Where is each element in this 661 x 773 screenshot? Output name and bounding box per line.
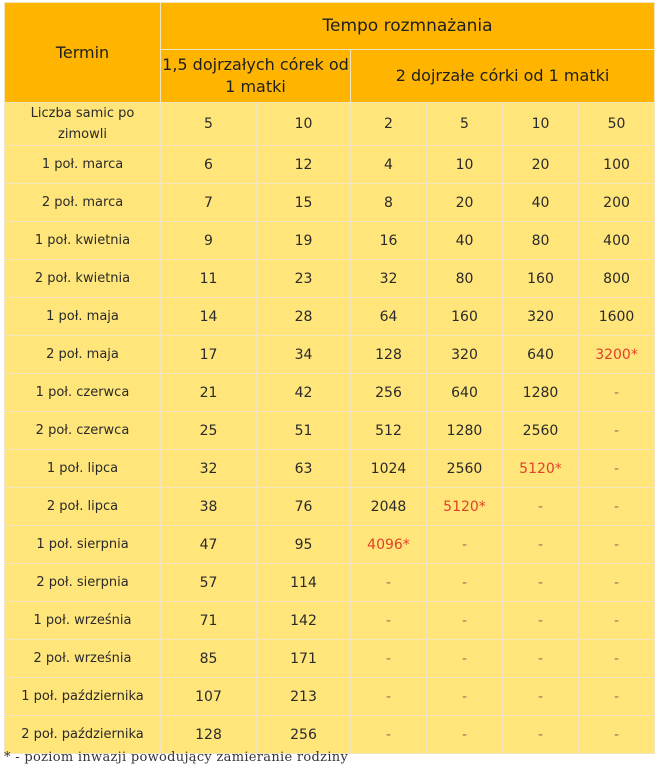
table-row [5, 412, 655, 450]
row-label: 1 poł. września [5, 602, 161, 640]
table-cell: 128 [351, 336, 427, 374]
table-cell: - [351, 716, 427, 754]
table-cell: - [503, 602, 579, 640]
table-cell: - [503, 488, 579, 526]
row-label: 1 poł. października [5, 678, 161, 716]
table-cell: 12 [257, 146, 351, 184]
table-cell: 10 [427, 146, 503, 184]
table-cell: 14 [161, 298, 257, 336]
table-cell: 1280 [503, 374, 579, 412]
row-label: 1 poł. sierpnia [5, 526, 161, 564]
row-label: 1 poł. kwietnia [5, 222, 161, 260]
column-group-header-1: 1,5 dojrzałych córek od 1 matki [161, 50, 351, 103]
row-label: 2 poł. czerwca [5, 412, 161, 450]
table-cell: 57 [161, 564, 257, 602]
row-label: 1 poł. maja [5, 298, 161, 336]
table-cell: 800 [579, 260, 655, 298]
table-row [5, 716, 655, 754]
table-cell: 32 [161, 450, 257, 488]
table-cell: 10 [503, 103, 579, 146]
table-row [5, 103, 655, 146]
table-cell: 6 [161, 146, 257, 184]
table-cell: - [427, 602, 503, 640]
table-row [5, 260, 655, 298]
table-cell: - [579, 450, 655, 488]
table-cell: 1280 [427, 412, 503, 450]
table-row [5, 450, 655, 488]
table-cell: 64 [351, 298, 427, 336]
table-cell: 50 [579, 103, 655, 146]
table-cell: 2048 [351, 488, 427, 526]
table-cell: - [579, 526, 655, 564]
table-cell: - [503, 526, 579, 564]
table-cell: 42 [257, 374, 351, 412]
table-cell: - [579, 602, 655, 640]
table-cell: 34 [257, 336, 351, 374]
table-cell: - [579, 640, 655, 678]
table-row [5, 184, 655, 222]
table-cell: - [427, 716, 503, 754]
table-cell: - [503, 678, 579, 716]
table-cell: 171 [257, 640, 351, 678]
table-cell: 63 [257, 450, 351, 488]
table-row [5, 678, 655, 716]
table-row [5, 336, 655, 374]
table-cell: - [351, 602, 427, 640]
table-cell: 107 [161, 678, 257, 716]
table-cell: - [579, 678, 655, 716]
table-cell: 4 [351, 146, 427, 184]
table-cell: 5 [161, 103, 257, 146]
table-row [5, 640, 655, 678]
table-cell: 4096* [351, 526, 427, 564]
table-cell: 5120* [427, 488, 503, 526]
row-label: 2 poł. marca [5, 184, 161, 222]
row-label: 2 poł. kwietnia [5, 260, 161, 298]
table-row [5, 374, 655, 412]
table-cell: - [427, 640, 503, 678]
column-header-tempo: Tempo rozmnażania [161, 3, 655, 50]
row-label: 2 poł. września [5, 640, 161, 678]
table-cell: 5 [427, 103, 503, 146]
table-cell: 51 [257, 412, 351, 450]
table-cell: 7 [161, 184, 257, 222]
table-cell: - [579, 488, 655, 526]
table-cell: 1024 [351, 450, 427, 488]
row-label: 1 poł. marca [5, 146, 161, 184]
table-cell: 20 [427, 184, 503, 222]
row-label: 2 poł. października [5, 716, 161, 754]
table-cell: 640 [503, 336, 579, 374]
table-cell: 200 [579, 184, 655, 222]
table-cell: - [351, 678, 427, 716]
table-cell: 40 [427, 222, 503, 260]
table-cell: 256 [351, 374, 427, 412]
table-cell: 3200* [579, 336, 655, 374]
table-cell: 15 [257, 184, 351, 222]
table-row [5, 564, 655, 602]
column-group-header-2: 2 dojrzałe córki od 1 matki [351, 50, 655, 103]
table-cell: 8 [351, 184, 427, 222]
table-cell: 80 [503, 222, 579, 260]
table-cell: - [351, 640, 427, 678]
row-label: 2 poł. lipca [5, 488, 161, 526]
table-cell: 16 [351, 222, 427, 260]
footnote: * - poziom inwazji powodujący zamieranie rodziny [4, 750, 349, 765]
reproduction-rate-table [4, 2, 655, 754]
table-row [5, 222, 655, 260]
table-cell: 25 [161, 412, 257, 450]
table-cell: 5120* [503, 450, 579, 488]
table-cell: 71 [161, 602, 257, 640]
table-cell: 400 [579, 222, 655, 260]
table-cell: 320 [503, 298, 579, 336]
table-cell: - [579, 716, 655, 754]
table-cell: 9 [161, 222, 257, 260]
table-cell: - [503, 640, 579, 678]
column-header-termin: Termin [5, 3, 161, 103]
row-label: Liczba samic po zimowli [5, 103, 161, 146]
row-label: 2 poł. sierpnia [5, 564, 161, 602]
table-cell: 100 [579, 146, 655, 184]
table-cell: 23 [257, 260, 351, 298]
table-cell: 19 [257, 222, 351, 260]
table-cell: - [503, 716, 579, 754]
table-cell: 2560 [427, 450, 503, 488]
table-cell: 80 [427, 260, 503, 298]
table-cell: - [427, 526, 503, 564]
table-row [5, 146, 655, 184]
table-cell: 320 [427, 336, 503, 374]
table-cell: 142 [257, 602, 351, 640]
table-cell: 95 [257, 526, 351, 564]
table-cell: 114 [257, 564, 351, 602]
table-cell: 213 [257, 678, 351, 716]
table-body [5, 103, 655, 754]
table-cell: 76 [257, 488, 351, 526]
table-cell: 11 [161, 260, 257, 298]
table-cell: 10 [257, 103, 351, 146]
row-label: 1 poł. czerwca [5, 374, 161, 412]
table-row [5, 488, 655, 526]
table-cell: 2 [351, 103, 427, 146]
table-cell: 85 [161, 640, 257, 678]
row-label: 2 poł. maja [5, 336, 161, 374]
table-cell: 21 [161, 374, 257, 412]
table-cell: 20 [503, 146, 579, 184]
table-cell: - [579, 374, 655, 412]
table-row [5, 526, 655, 564]
table-cell: 2560 [503, 412, 579, 450]
table-cell: 160 [427, 298, 503, 336]
table-cell: 128 [161, 716, 257, 754]
table-cell: 40 [503, 184, 579, 222]
table-cell: 38 [161, 488, 257, 526]
table-row [5, 602, 655, 640]
table-cell: 1600 [579, 298, 655, 336]
table-cell: - [503, 564, 579, 602]
table-cell: 32 [351, 260, 427, 298]
table-cell: - [579, 412, 655, 450]
table-row [5, 298, 655, 336]
table-cell: 640 [427, 374, 503, 412]
table-cell: 47 [161, 526, 257, 564]
table-cell: 28 [257, 298, 351, 336]
table-cell: 512 [351, 412, 427, 450]
table-cell: 256 [257, 716, 351, 754]
table-cell: 17 [161, 336, 257, 374]
table-cell: - [427, 564, 503, 602]
table-cell: - [427, 678, 503, 716]
table-cell: - [579, 564, 655, 602]
row-label: 1 poł. lipca [5, 450, 161, 488]
table-cell: - [351, 564, 427, 602]
table-cell: 160 [503, 260, 579, 298]
